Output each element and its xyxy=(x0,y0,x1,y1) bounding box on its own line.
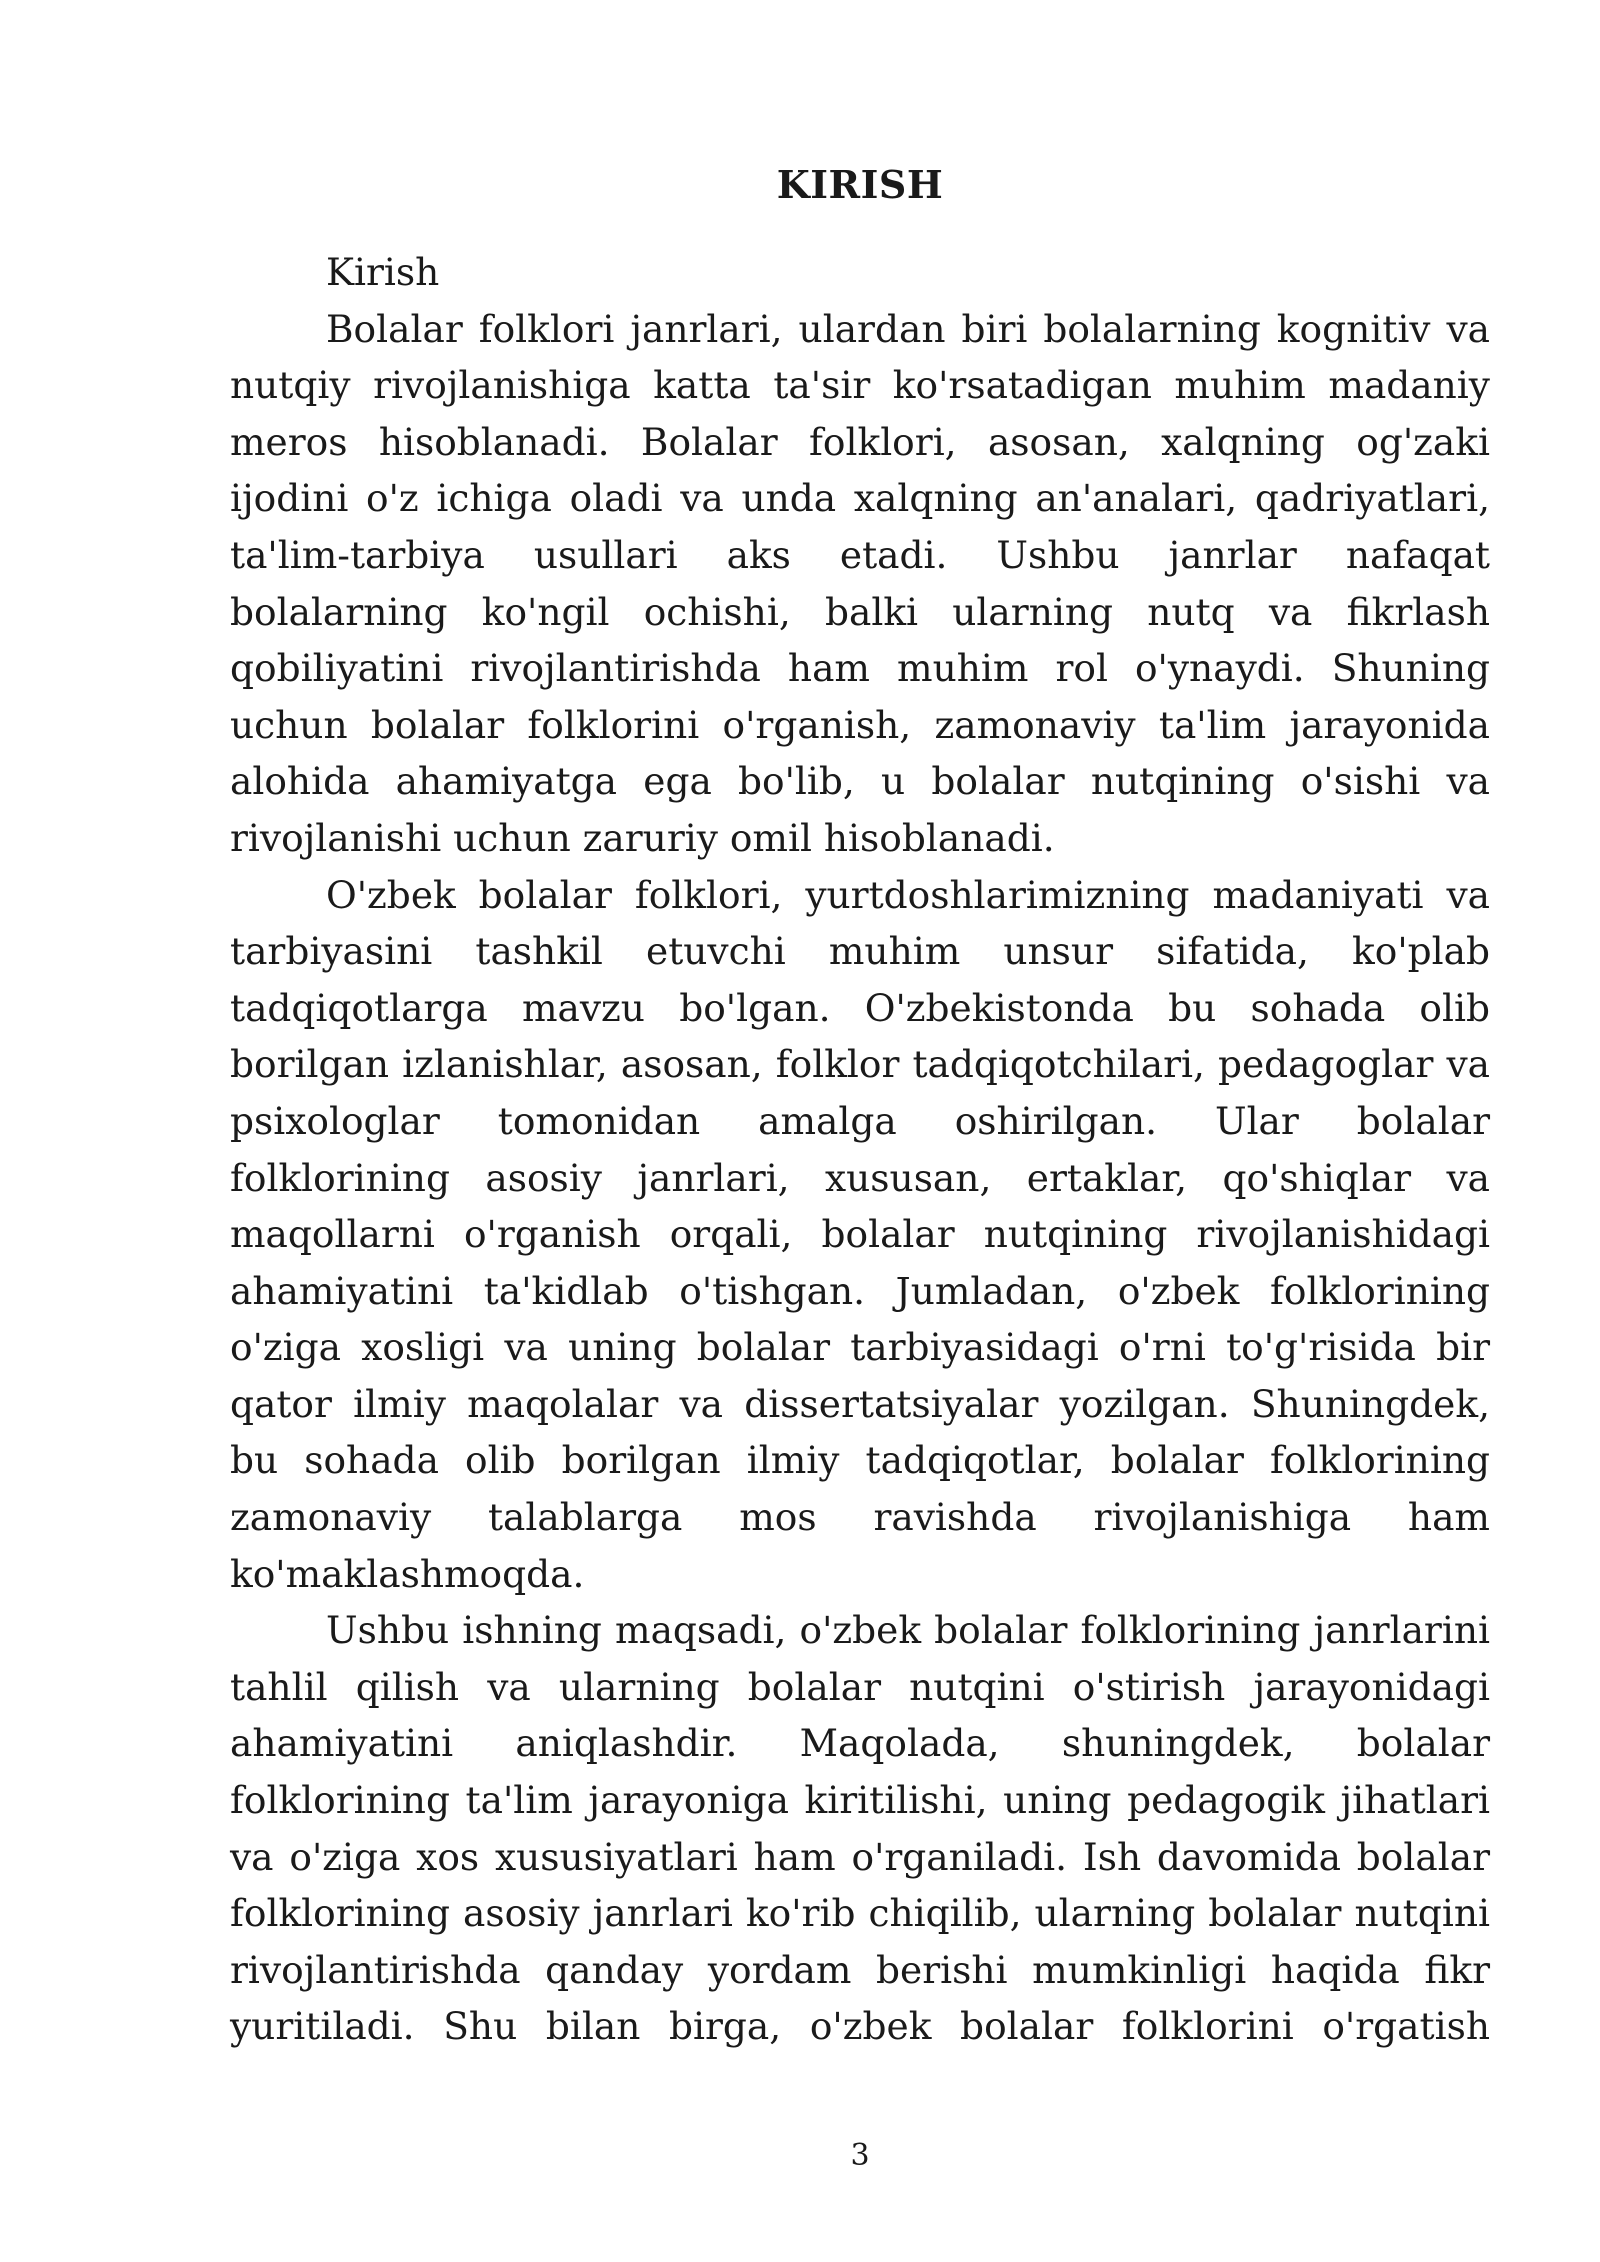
page-title: KIRISH xyxy=(776,162,944,207)
document-body xyxy=(230,244,1490,2055)
paragraph-1: Bolalar folklori janrlari, ulardan biri bolalarning kognitiv va nutqiy rivojlanishiga katta ta'sir ko'rsatadigan muhim madaniy meros hisoblanadi. Bolalar folklori, asosan, xalqning og'zaki ijodini o'z ichiga oladi va unda xalqning an'analari, qadriyatlari, ta'lim-tarbiya usullari aks etadi. Ushbu janrlar nafaqat bolalarning ko'ngil ochishi, balki ularning nutq va fikrlash qobiliyatini rivojlantirishda ham muhim rol o'ynaydi. Shuning uchun bolalar folklorini o'rganish, zamonaviy ta'lim jarayonida alohida ahamiyatga ega bo'lib, u bolalar nutqining o'sishi va rivojlanishi uchun zaruriy omil hisoblanadi. xyxy=(230,306,1490,860)
page-number: 3 xyxy=(850,2138,870,2173)
paragraph-2: O'zbek bolalar folklori, yurtdoshlarimizning madaniyati va tarbiyasini tashkil etuvchi muhim unsur sifatida, ko'plab tadqiqotlarga mavzu bo'lgan. O'zbekistonda bu sohada olib borilgan izlanishlar, asosan, folklor tadqiqotchilari, pedagoglar va psixologlar tomonidan amalga oshirilgan. Ular bolalar folklorining asosiy janrlari, xususan, ertaklar, qo'shiqlar va maqollarni o'rganish orqali, bolalar nutqining rivojlanishidagi ahamiyatini ta'kidlab o'tishgan. Jumladan, o'zbek folklorining o'ziga xosligi va uning bolalar tarbiyasidagi o'rni to'g'risida bir qator ilmiy maqolalar va dissertatsiyalar yozilgan. Shuningdek, bu sohada olib borilgan ilmiy tadqiqotlar, bolalar folklorining zamonaviy talablarga mos ravishda rivojlanishiga ham ko'maklashmoqda. xyxy=(230,872,1490,1596)
paragraph-3: Ushbu ishning maqsadi, o'zbek bolalar folklorining janrlarini tahlil qilish va ularning bolalar nutqini o'stirish jarayonidagi ahamiyatini aniqlashdir. Maqolada, shuningdek, bolalar folklorining ta'lim jarayoniga kiritilishi, uning pedagogik jihatlari va o'ziga xos xususiyatlari ham o'rganiladi. Ish davomida bolalar folklorining asosiy janrlari ko'rib chiqilib, ularning bolalar nutqini rivojlantirishda qanday yordam berishi mumkinligi haqida fikr yuritiladi. Shu bilan birga, o'zbek bolalar folklorini o'rgatish xyxy=(230,1608,1490,2049)
section-subheading: Kirish xyxy=(326,250,440,294)
